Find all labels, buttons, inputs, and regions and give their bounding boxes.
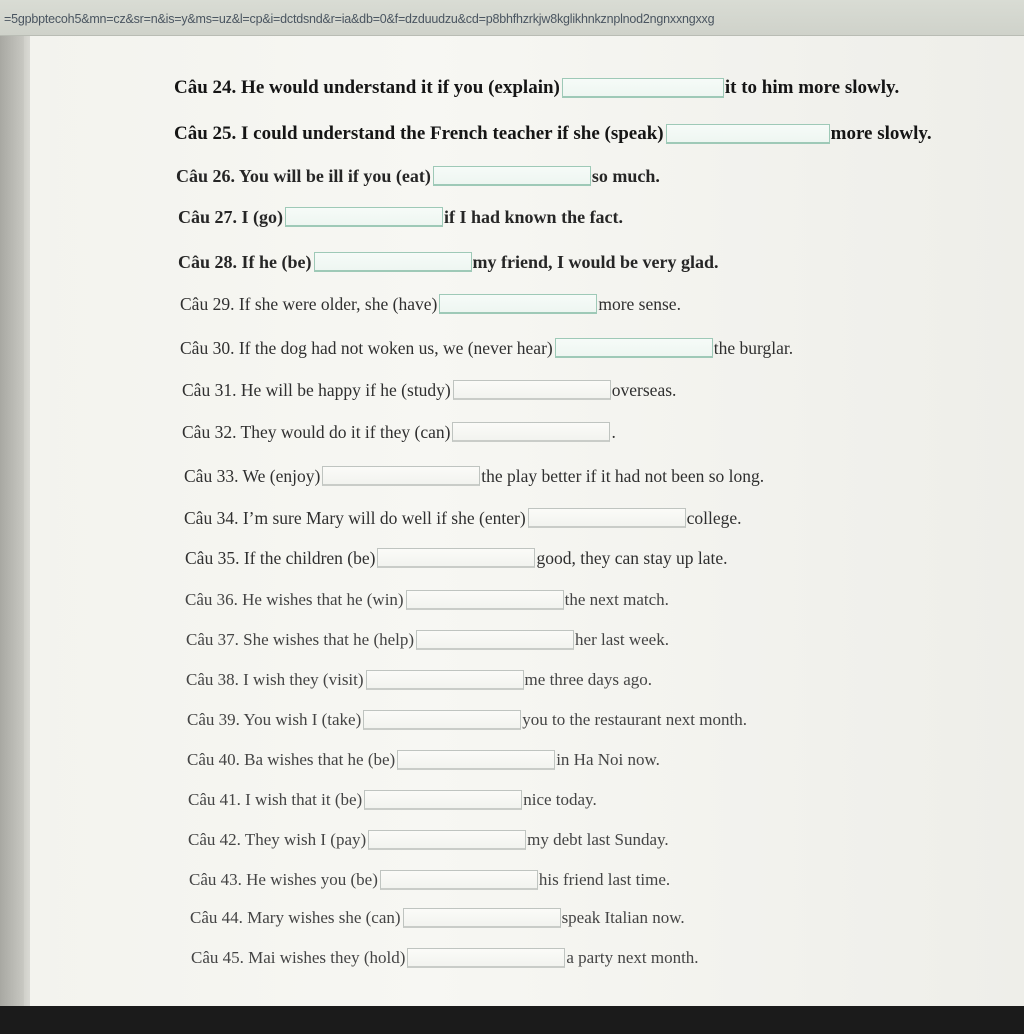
question-38: [186, 668, 652, 692]
question-prompt: Câu 27. I (go): [178, 207, 284, 227]
question-prompt: Câu 44. Mary wishes she (can): [190, 908, 401, 927]
question-36: [185, 588, 669, 612]
url-text: =5gpbptecoh5&mn=cz&sr=n&is=y&ms=uz&l=cp&i=dctdsnd&r=ia&db=0&f=dzduudzu&cd=p8bhfhzrkjw8kglikhnkznplnod2ngnxxngxxg: [4, 12, 715, 26]
answer-input-35[interactable]: [377, 548, 535, 568]
answer-input-41[interactable]: [364, 790, 522, 810]
answer-input-29[interactable]: [439, 294, 597, 314]
question-prompt: Câu 30. If the dog had not woken us, we (never hear): [180, 338, 553, 358]
question-continuation: good, they can stay up late.: [536, 548, 728, 568]
question-continuation: my friend, I would be very glad.: [472, 252, 719, 272]
question-prompt: Câu 35. If the children (be): [185, 548, 376, 568]
question-prompt: Câu 24. He would understand it if you (explain): [174, 77, 560, 98]
answer-input-26[interactable]: [433, 166, 591, 186]
answer-input-33[interactable]: [322, 466, 480, 486]
question-prompt: Câu 31. He will be happy if he (study): [182, 380, 451, 400]
address-bar[interactable]: [0, 0, 1024, 36]
answer-input-36[interactable]: [406, 590, 564, 610]
question-44: [190, 906, 685, 930]
question-prompt: Câu 45. Mai wishes they (hold): [191, 948, 406, 967]
question-continuation: the play better if it had not been so long.: [481, 466, 765, 486]
question-continuation: you to the restaurant next month.: [522, 710, 747, 729]
question-continuation: so much.: [591, 166, 660, 186]
question-continuation: the burglar.: [713, 338, 794, 358]
question-25: [174, 122, 932, 146]
question-41: [188, 788, 597, 812]
question-prompt: Câu 41. I wish that it (be): [188, 790, 363, 809]
question-26: [176, 164, 660, 188]
question-43: [189, 868, 670, 892]
question-45: [191, 946, 699, 970]
question-prompt: Câu 34. I’m sure Mary will do well if she (enter): [184, 508, 526, 528]
answer-input-31[interactable]: [453, 380, 611, 400]
question-37: [186, 628, 669, 652]
answer-input-44[interactable]: [403, 908, 561, 928]
question-continuation: more slowly.: [830, 123, 932, 144]
answer-input-24[interactable]: [562, 78, 724, 98]
question-prompt: Câu 38. I wish they (visit): [186, 670, 364, 689]
question-24: [174, 76, 899, 100]
question-continuation: a party next month.: [566, 948, 699, 967]
answer-input-30[interactable]: [555, 338, 713, 358]
question-prompt: Câu 39. You wish I (take): [187, 710, 362, 729]
question-continuation: in Ha Noi now.: [556, 750, 660, 769]
question-33: [184, 464, 764, 488]
answer-input-42[interactable]: [368, 830, 526, 850]
answer-input-34[interactable]: [528, 508, 686, 528]
question-prompt: Câu 26. You will be ill if you (eat): [176, 166, 431, 186]
answer-input-39[interactable]: [363, 710, 521, 730]
question-prompt: Câu 37. She wishes that he (help): [186, 630, 415, 649]
question-39: [187, 708, 747, 732]
question-prompt: Câu 28. If he (be): [178, 252, 312, 272]
question-27: [178, 205, 623, 229]
question-continuation: speak Italian now.: [561, 908, 685, 927]
answer-input-32[interactable]: [452, 422, 610, 442]
answer-input-45[interactable]: [407, 948, 565, 968]
question-continuation: nice today.: [523, 790, 597, 809]
page-viewport: [0, 36, 1024, 1006]
answer-input-27[interactable]: [285, 207, 443, 227]
answer-input-43[interactable]: [380, 870, 538, 890]
question-28: [178, 250, 719, 274]
question-prompt: Câu 36. He wishes that he (win): [185, 590, 404, 609]
question-continuation: college.: [686, 508, 742, 528]
question-32: [182, 420, 616, 444]
question-continuation: me three days ago.: [524, 670, 652, 689]
question-31: [182, 378, 676, 402]
question-continuation: if I had known the fact.: [444, 207, 624, 227]
question-30: [180, 336, 793, 360]
question-prompt: Câu 33. We (enjoy): [184, 466, 321, 486]
question-prompt: Câu 40. Ba wishes that he (be): [187, 750, 396, 769]
question-continuation: my debt last Sunday.: [527, 830, 669, 849]
exercise-document: [30, 36, 1024, 1006]
question-29: [180, 292, 681, 316]
answer-input-40[interactable]: [397, 750, 555, 770]
question-prompt: Câu 43. He wishes you (be): [189, 870, 378, 889]
question-continuation: her last week.: [575, 630, 669, 649]
question-continuation: .: [611, 422, 616, 442]
question-continuation: more sense.: [598, 294, 681, 314]
question-continuation: his friend last time.: [538, 870, 671, 889]
question-prompt: Câu 32. They would do it if they (can): [182, 422, 451, 442]
question-prompt: Câu 29. If she were older, she (have): [180, 294, 438, 314]
question-prompt: Câu 25. I could understand the French teacher if she (speak): [174, 123, 664, 144]
answer-input-37[interactable]: [416, 630, 574, 650]
left-margin: [0, 36, 24, 1006]
question-35: [185, 546, 727, 570]
question-40: [187, 748, 660, 772]
question-prompt: Câu 42. They wish I (pay): [188, 830, 367, 849]
question-continuation: it to him more slowly.: [724, 77, 900, 98]
answer-input-25[interactable]: [666, 124, 830, 144]
question-34: [184, 506, 742, 530]
question-continuation: the next match.: [564, 590, 669, 609]
monitor-bezel: [0, 1006, 1024, 1034]
question-42: [188, 828, 669, 852]
answer-input-38[interactable]: [366, 670, 524, 690]
answer-input-28[interactable]: [314, 252, 472, 272]
question-continuation: overseas.: [611, 380, 677, 400]
